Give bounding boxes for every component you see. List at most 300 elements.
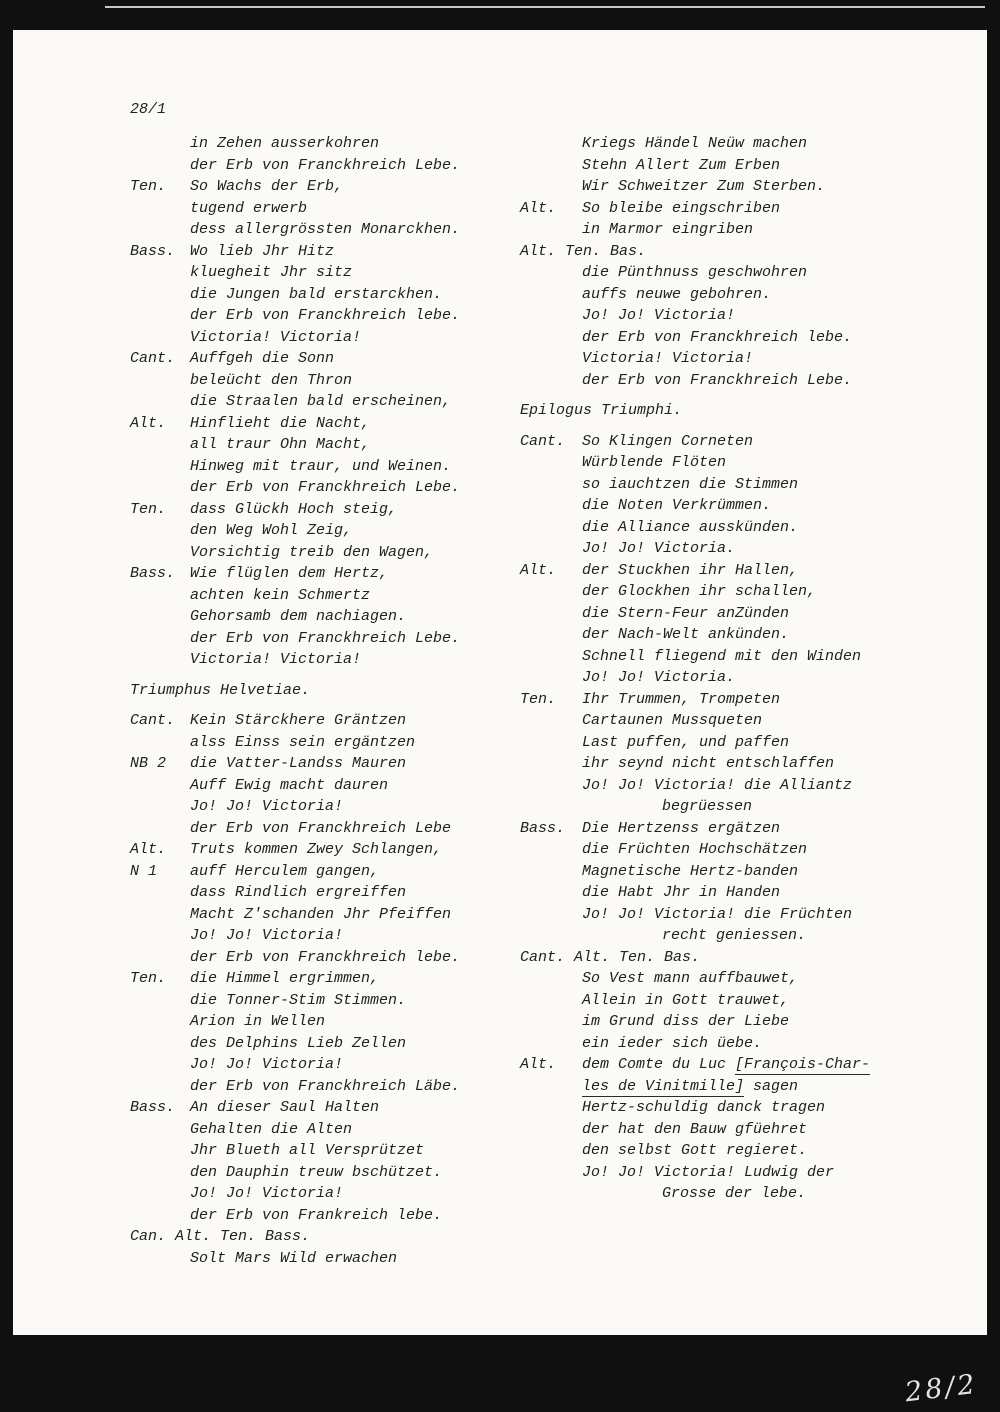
verse-line [520,560,985,582]
verse-line [520,925,985,947]
verse-text: der Stuckhen ihr Hallen, [582,561,799,579]
verse-line [130,284,516,306]
verse-line [130,1076,516,1098]
verse-text: die Himmel ergrimmen, [190,970,380,987]
handwritten-page-mark: 28/2 [903,1368,980,1409]
verse-text: So Klingen Corneten [582,432,754,450]
verse-line [130,327,516,349]
verse-line [520,818,985,840]
voice-label [520,284,582,306]
verse-text: ihr seynd nicht entschlaffen [582,755,835,772]
voice-label [520,1097,582,1119]
voice-label [520,796,582,818]
verse-text: Wie flüglen dem Hertz, [190,565,389,582]
verse-text: in Marmor eingriben [582,221,754,238]
verse-text: die Früchten Hochschätzen [582,841,808,858]
verse-line [520,1097,985,1119]
verse-text: der Erb von Frankreich lebe. [190,1206,443,1224]
verse-line [130,649,516,671]
voice-label: Bass. [130,242,176,260]
voice-label: Bass. [130,1099,176,1116]
verse-text: Vorsichtig treib den Wagen, [190,543,434,561]
verse-text: Ihr Trummen, Trompeten [582,690,781,708]
voice-label [130,585,190,607]
verse-text: Hinweg mit traur, und Weinen. [190,457,452,475]
verse-line [130,732,516,754]
verse-line [520,348,985,370]
verse-text: recht geniessen. [662,927,807,944]
verse-line [520,861,985,883]
verse-text [582,1054,870,1076]
verse-line [520,646,985,668]
verse-line [520,305,985,327]
voice-label: Cant. [130,350,176,367]
voice-label [130,477,190,499]
voice-label: Bass. [520,819,566,837]
voice-label: Cant. [520,432,566,450]
voice-label [130,1119,190,1141]
voice-label: Alt. [520,199,557,217]
voice-label [520,861,582,883]
verse-text: Jo! Jo! Victoria! [190,1185,344,1202]
verse-line [520,1119,985,1141]
verse-text: der Erb von Franckhreich Lebe. [190,629,461,647]
verse-text: die Stern-Feur anZünden [582,604,790,622]
verse-line [130,818,516,840]
verse-line [520,452,985,474]
verse-text: Wo lieb Jhr Hitz [190,242,335,260]
voice-label [520,305,582,327]
voice-label [130,628,190,650]
verse-text: Jo! Jo! Victoria! die Früchten [582,905,853,923]
verse-line [130,753,516,775]
verse-line [130,348,516,370]
verse-line [130,219,516,241]
voice-label: N 1 [130,862,158,880]
voice-label [130,1011,190,1033]
voice-label [520,155,582,177]
voice-label [130,1076,190,1098]
section-heading-line [130,680,516,702]
verse-text: Gehalten die Alten [190,1120,353,1138]
verse-text: Jo! Jo! Victoria! [190,798,344,815]
verse-line [130,925,516,947]
left-column [130,133,516,1269]
verse-text: So Wachs der Erb, [190,178,344,195]
verse-text: der Erb von Franckhreich lebe. [582,328,853,346]
voice-label [130,198,190,220]
verse-line [130,305,516,327]
voice-label [130,133,190,155]
section-heading: Cant. Alt. Ten. Bas. [520,948,701,966]
voice-label [130,219,190,241]
verse-line [520,370,985,392]
verse-line [520,284,985,306]
verse-line [130,1097,516,1119]
verse-line [520,431,985,453]
voice-label [130,1183,190,1205]
verse-text: Victoria! Victoria! [582,350,754,367]
verse-text: der Nach-Welt ankünden. [582,626,790,643]
voice-label [520,1183,582,1205]
verse-line [520,219,985,241]
verse-text: Jo! Jo! Victoria. [582,669,736,686]
document-page [13,30,987,1335]
verse-line [130,1033,516,1055]
verse-line [520,1183,985,1205]
voice-label [520,1140,582,1162]
voice-label [130,775,190,797]
verse-line [130,796,516,818]
voice-label [130,1205,190,1227]
verse-line [520,1162,985,1184]
right-column [520,133,985,1205]
verse-text: der Erb von Franckhreich Lebe. [190,156,461,174]
voice-label [130,391,190,413]
verse-line [130,861,516,883]
voice-label [130,1162,190,1184]
verse-line [130,710,516,732]
voice-label: Alt. [130,414,167,432]
verse-text: der Glockhen ihr schallen, [582,583,817,600]
verse-line [130,413,516,435]
voice-label [520,603,582,625]
verse-line [520,796,985,818]
verse-text: So bleibe eingschriben [582,199,781,217]
voice-label [520,1119,582,1141]
voice-label [130,1033,190,1055]
voice-label [520,1011,582,1033]
voice-label [130,732,190,754]
verse-text: Allein in Gott trauwet, [582,991,790,1009]
verse-line [130,241,516,263]
verse-text: Jo! Jo! Victoria! [190,1056,344,1073]
underlined-name-text: [François-Char- [735,1056,871,1073]
verse-text: kluegheit Jhr sitz [190,264,353,281]
voice-label [520,646,582,668]
voice-label [520,925,582,947]
verse-text: Jo! Jo! Victoria! die Alliantz [582,776,853,794]
voice-label [520,753,582,775]
verse-line [520,474,985,496]
verse-line [130,155,516,177]
verse-line [520,1011,985,1033]
voice-label [130,818,190,840]
voice-label [130,990,190,1012]
verse-line [520,495,985,517]
verse-text: Hinflieht die Nacht, [190,414,371,432]
verse-line [520,517,985,539]
verse-line [130,882,516,904]
voice-label [130,1054,190,1076]
section-heading-line [520,947,985,969]
verse-text: der Erb von Franckhreich lebe. [190,948,461,966]
verse-text: Kein Stärckhere Gräntzen [190,712,407,729]
voice-label [520,370,582,392]
voice-label [520,775,582,797]
voice-label [520,990,582,1012]
verse-text: Jhr Blueth all Versprützet [190,1142,425,1159]
verse-line [520,581,985,603]
verse-line [520,882,985,904]
verse-text: dess allergrössten Monarckhen. [190,221,461,238]
verse-text: der Erb von Franckhreich Läbe. [190,1077,461,1095]
verse-line [520,990,985,1012]
verse-text: Wir Schweitzer Zum Sterben. [582,178,826,195]
verse-text: so iauchtzen die Stimmen [582,475,799,493]
verse-line [130,1205,516,1227]
voice-label [520,581,582,603]
voice-label [130,370,190,392]
verse-text: dass Glückh Hoch steig, [190,500,398,518]
verse-line [520,1140,985,1162]
verse-text: der hat den Bauw gfüehret [582,1120,808,1138]
section-heading: Epilogus Triumphi. [520,402,683,419]
voice-label [130,520,190,542]
voice-label [520,882,582,904]
verse-text: Jo! Jo! Victoria! [582,307,736,324]
voice-label [130,649,190,671]
verse-line [130,1054,516,1076]
verse-line [520,262,985,284]
verse-line [520,732,985,754]
verse-text: So Vest mann auffbauwet, [582,970,799,987]
voice-label [130,305,190,327]
verse-text: auffs neuwe gebohren. [582,285,772,303]
verse-text: der Erb von Franckhreich lebe. [190,307,461,324]
verse-text: der Erb von Franckhreich Lebe. [190,479,461,496]
verse-line [130,563,516,585]
verse-text: Die Hertzenss ergätzen [582,819,781,837]
section-heading-line [520,241,985,263]
voice-label [130,262,190,284]
verse-text: dass Rindlich ergreiffen [190,884,407,901]
verse-text: die Habt Jhr in Handen [582,884,781,901]
verse-text: die Alliance ausskünden. [582,518,799,536]
verse-text: ein ieder sich üebe. [582,1034,763,1052]
verse-text: Gehorsamb dem nachiagen. [190,608,407,625]
verse-text: achten kein Schmertz [190,586,371,604]
verse-line [520,624,985,646]
voice-label [130,327,190,349]
voice-label: Ten. [130,500,167,518]
voice-label: Ten. [130,178,167,195]
verse-line [520,775,985,797]
verse-text: die Jungen bald erstarckhen. [190,285,443,303]
verse-line [520,753,985,775]
verse-text: die Vatter-Landss Mauren [190,755,407,772]
verse-line [130,477,516,499]
voice-label [520,452,582,474]
verse-text: der Erb von Franckhreich Lebe. [582,371,853,389]
verse-text: Jo! Jo! Victoria. [582,540,736,557]
voice-label [130,155,190,177]
verse-text: die Straalen bald erscheinen, [190,393,452,410]
verse-line [520,904,985,926]
verse-line [520,1033,985,1055]
verse-text: Hertz-schuldig danck tragen [582,1099,826,1116]
voice-label [130,904,190,926]
verse-line [130,775,516,797]
verse-text: Kriegs Händel Neüw machen [582,135,808,152]
verse-line [130,198,516,220]
verse-line [520,667,985,689]
verse-line [130,434,516,456]
verse-line [130,391,516,413]
verse-text: Auff Ewig macht dauren [190,776,389,794]
section-heading: Can. Alt. Ten. Bass. [130,1228,311,1245]
verse-text: Jo! Jo! Victoria! [190,927,344,944]
verse-text: Würblende Flöten [582,454,727,471]
verse-text: Jo! Jo! Victoria! Ludwig der [582,1163,835,1181]
voice-label: Alt. [520,561,557,579]
voice-label [520,219,582,241]
verse-text: den Weg Wohl Zeig, [190,522,353,539]
voice-label: Ten. [520,690,557,708]
verse-line [130,499,516,521]
voice-label [520,1033,582,1055]
verse-line [130,1183,516,1205]
verse-line [130,176,516,198]
verse-text: Cartaunen Mussqueten [582,712,763,729]
verse-text [582,1076,798,1098]
voice-label: Cant. [130,712,176,729]
verse-text: Schnell fliegend mit den Winden [582,647,862,665]
verse-text: An dieser Saul Halten [190,1099,380,1116]
verse-text-segment: sagen [744,1077,799,1095]
voice-label [130,882,190,904]
voice-label [130,434,190,456]
voice-label [520,710,582,732]
verse-line [130,1011,516,1033]
voice-label [130,606,190,628]
verse-text: Solt Mars Wild erwachen [190,1249,398,1267]
section-heading-line [520,400,985,422]
verse-text: in Zehen ausserkohren [190,135,380,152]
verse-line [130,585,516,607]
voice-label [520,474,582,496]
voice-label: NB 2 [130,755,167,772]
verse-text: Stehn Allert Zum Erben [582,156,781,174]
verse-line [130,1162,516,1184]
verse-text: auff Herculem gangen, [190,862,380,880]
section-heading-line [130,1226,516,1248]
verse-text: Magnetische Hertz-banden [582,862,799,880]
voice-label [520,538,582,560]
verse-line [520,689,985,711]
page-number: 28/1 [130,101,167,118]
underlined-name-text: les de Vinitmille] [582,1077,745,1095]
verse-line [520,839,985,861]
verse-line [520,1054,985,1076]
voice-label: Alt. [130,841,167,858]
verse-text: Grosse der lebe. [662,1185,807,1202]
verse-text: alss Einss sein ergäntzen [190,733,416,751]
voice-label [520,262,582,284]
verse-text: der Erb von Franckhreich Lebe [190,819,452,837]
voice-label [520,904,582,926]
verse-text: Victoria! Victoria! [190,328,362,346]
voice-label: Ten. [130,970,167,987]
voice-label [520,176,582,198]
verse-line [130,542,516,564]
voice-label: Bass. [130,565,176,582]
voice-label [520,968,582,990]
voice-label [520,839,582,861]
voice-label [520,667,582,689]
verse-text: tugend erwerb [190,199,308,217]
verse-line [130,1140,516,1162]
verse-line [520,710,985,732]
verse-line [130,520,516,542]
verse-text: des Delphins Lieb Zellen [190,1034,407,1052]
verse-line [130,456,516,478]
voice-label [520,1162,582,1184]
verse-text-segment: dem Comte du Luc [582,1056,736,1073]
verse-text: Macht Z'schanden Jhr Pfeiffen [190,905,452,923]
verse-text: Last puffen, und paffen [582,733,790,751]
verse-line [130,904,516,926]
verse-text: Victoria! Victoria! [190,651,362,668]
voice-label [130,796,190,818]
verse-text: beleücht den Thron [190,371,353,389]
voice-label [130,1248,190,1270]
verse-text: die Noten Verkrümmen. [582,497,772,514]
voice-label [130,456,190,478]
voice-label [130,542,190,564]
verse-text: all traur Ohn Macht, [190,436,371,453]
verse-line [520,176,985,198]
verse-line [130,968,516,990]
section-heading: Alt. Ten. Bas. [520,242,647,260]
voice-label [130,284,190,306]
verse-line [520,968,985,990]
verse-line [130,990,516,1012]
voice-label [520,624,582,646]
verse-line [130,1248,516,1270]
verse-text: im Grund diss der Liebe [582,1013,790,1030]
voice-label [520,327,582,349]
voice-label [520,732,582,754]
scan-artifact-line [105,6,985,8]
verse-line [520,155,985,177]
verse-line [130,133,516,155]
verse-text: die Tonner-Stim Stimmen. [190,991,407,1009]
verse-text: begrüessen [662,798,753,815]
verse-line [130,262,516,284]
voice-label [130,1140,190,1162]
verse-line [520,133,985,155]
verse-line [130,370,516,392]
section-heading: Triumphus Helvetiae. [130,681,311,699]
verse-text: den selbst Gott regieret. [582,1142,808,1159]
voice-label [520,1076,582,1098]
voice-label: Alt. [520,1056,557,1073]
verse-line [520,1076,985,1098]
verse-line [130,947,516,969]
verse-line [130,606,516,628]
voice-label [520,348,582,370]
verse-line [520,603,985,625]
voice-label [130,947,190,969]
verse-line [130,1119,516,1141]
verse-line [130,628,516,650]
verse-text: Arion in Wellen [190,1013,326,1030]
verse-line [520,538,985,560]
voice-label [520,517,582,539]
verse-line [520,198,985,220]
verse-text: Auffgeh die Sonn [190,350,335,367]
